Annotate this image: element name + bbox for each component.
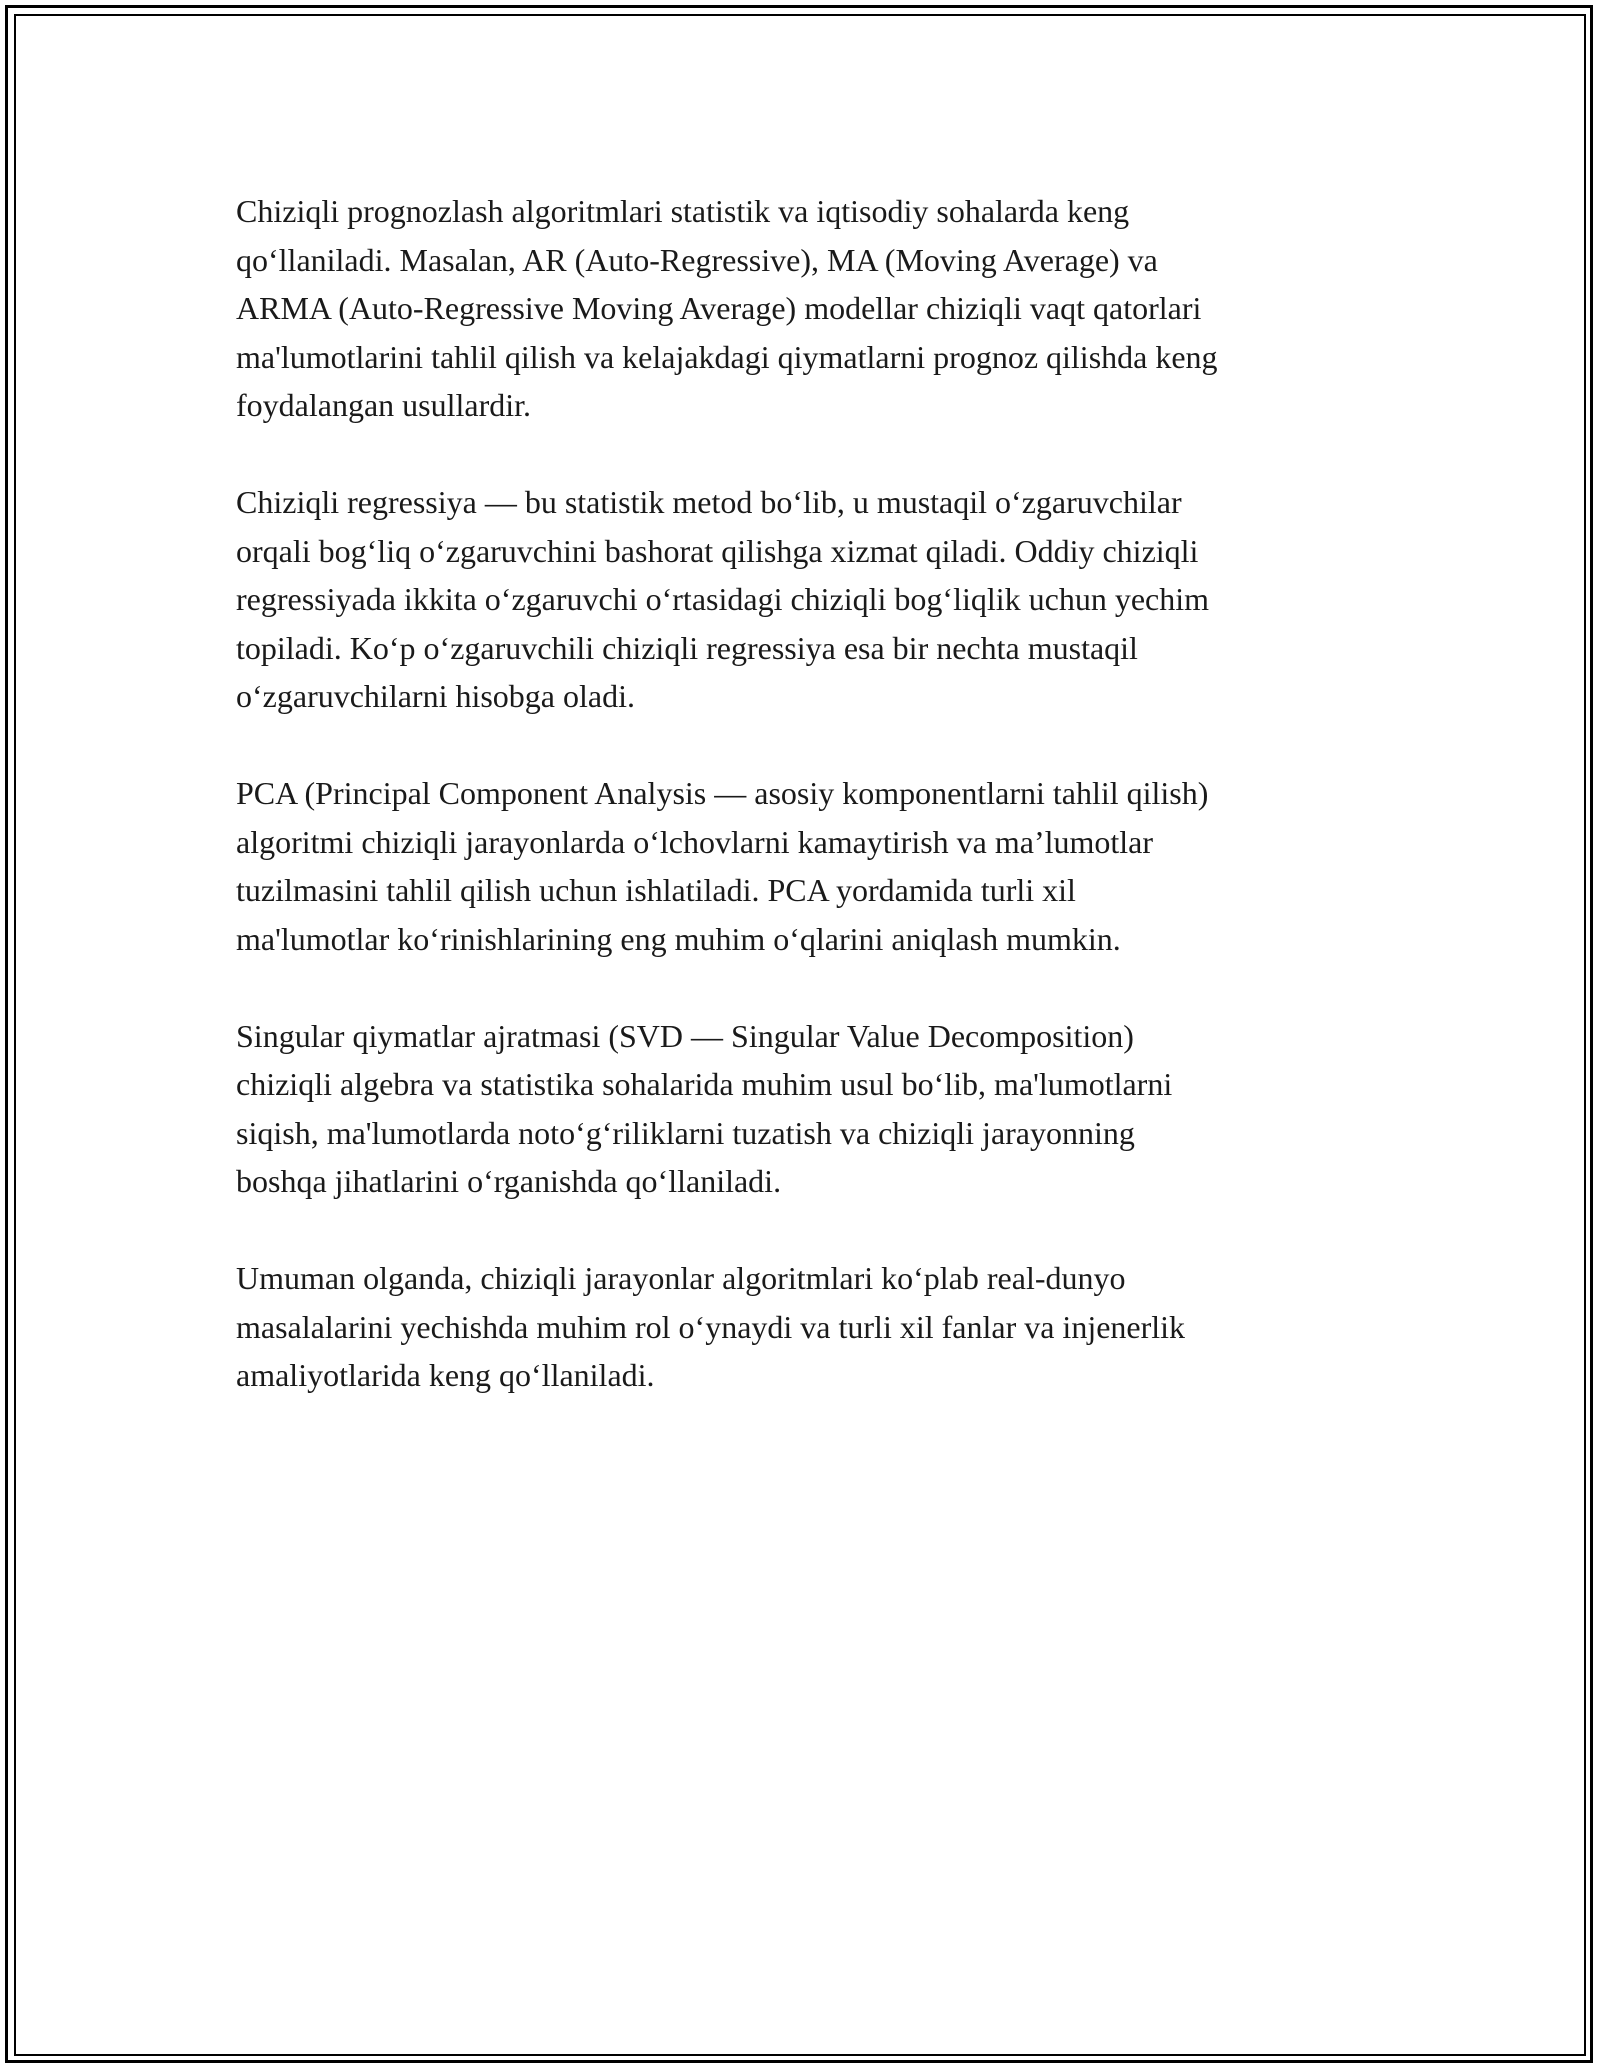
text-line: siqish, ma'lumotlarda noto‘g‘riliklarni tuzatish va chiziqli jarayonning bbox=[236, 1114, 1135, 1151]
text-line: regressiyada ikkita o‘zgaruvchi o‘rtasidagi chiziqli bog‘liqlik uchun yechim bbox=[236, 581, 1210, 617]
text-line: Singular qiymatlar ajratmasi (SVD — Singular Value Decomposition) bbox=[236, 1017, 1134, 1054]
text-line: boshqa jihatlarini o‘rganishda qo‘llaniladi. bbox=[236, 1163, 782, 1199]
text-line: orqali bog‘liq o‘zgaruvchini bashorat qilishga xizmat qiladi. Oddiy chiziqli bbox=[236, 532, 1199, 569]
document-body bbox=[236, 187, 1366, 1448]
text-line: algoritmi chiziqli jarayonlarda o‘lchovlarni kamaytirish va ma’lumotlar bbox=[236, 823, 1154, 860]
text-line: tuzilmasini tahlil qilish uchun ishlatiladi. PCA yordamida turli xil bbox=[236, 872, 1076, 908]
text-line: ma'lumotlarini tahlil qilish va kelajakdagi qiymatlarni prognoz qilishda keng bbox=[236, 338, 1218, 375]
paragraph-conclusion bbox=[236, 1254, 1366, 1400]
text-line: topiladi. Ko‘p o‘zgaruvchili chiziqli regressiya esa bir nechta mustaqil bbox=[236, 629, 1138, 666]
text-line: ARMA (Auto-Regressive Moving Average) modellar chiziqli vaqt qatorlari bbox=[236, 290, 1202, 326]
text-line: qo‘llaniladi. Masalan, AR (Auto-Regressive), MA (Moving Average) va bbox=[236, 241, 1158, 278]
paragraph-pca bbox=[236, 769, 1366, 963]
text-line: amaliyotlarida keng qo‘llaniladi. bbox=[236, 1357, 655, 1393]
paragraph-linear-regression bbox=[236, 478, 1366, 721]
text-line: o‘zgaruvchilarni hisobga oladi. bbox=[236, 678, 635, 714]
text-line: Umuman olganda, chiziqli jarayonlar algoritmlari ko‘plab real-dunyo bbox=[236, 1260, 1126, 1296]
paragraph-linear-forecasting bbox=[236, 187, 1366, 430]
text-line: ma'lumotlar ko‘rinishlarining eng muhim o‘qlarini aniqlash mumkin. bbox=[236, 920, 1121, 957]
text-line: masalalarini yechishda muhim rol o‘ynaydi va turli xil fanlar va injenerlik bbox=[236, 1308, 1186, 1345]
text-line: chiziqli algebra va statistika sohalarida muhim usul bo‘lib, ma'lumotlarni bbox=[236, 1066, 1173, 1102]
text-line: foydalangan usullardir. bbox=[236, 387, 532, 423]
paragraph-svd bbox=[236, 1012, 1366, 1206]
text-line: Chiziqli prognozlash algoritmlari statistik va iqtisodiy sohalarda keng bbox=[236, 193, 1130, 229]
text-line: Chiziqli regressiya — bu statistik metod bo‘lib, u mustaqil o‘zgaruvchilar bbox=[236, 484, 1182, 520]
text-line: PCA (Principal Component Analysis — asosiy komponentlarni tahlil qilish) bbox=[236, 775, 1209, 811]
